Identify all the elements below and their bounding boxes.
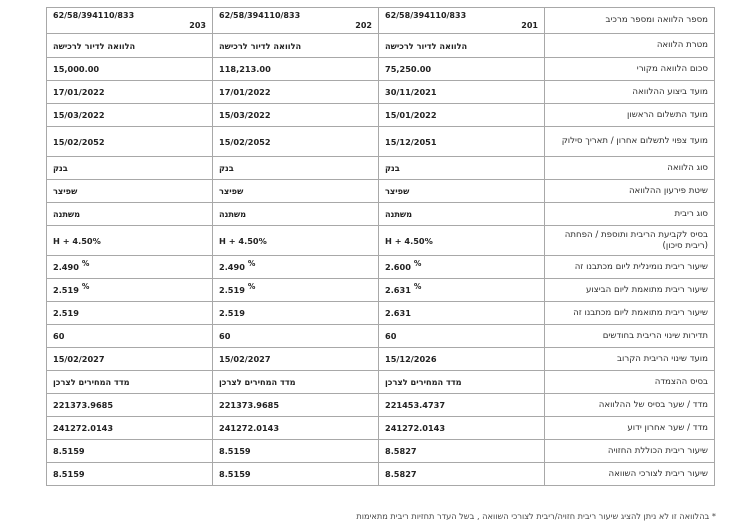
table-row-adjusted-rate-execution (47, 279, 715, 302)
table-row-base-index (47, 394, 715, 417)
table-row-adjusted-rate-today (47, 302, 715, 325)
cell-loan-3: 17/01/2022 (47, 81, 213, 104)
cell-loan-3: 15/02/2027 (47, 348, 213, 371)
cell-loan-1: 15/12/2051 (379, 127, 545, 157)
table-row-expected-total-rate (47, 440, 715, 463)
cell-loan-2: 2.490 % (213, 256, 379, 279)
table-row-loan-type (47, 157, 715, 180)
cell-loan-2: 60 (213, 325, 379, 348)
cell-loan-2: 17/01/2022 (213, 81, 379, 104)
table-row-loan-purpose (47, 34, 715, 58)
cell-loan-1: 2.600 % (379, 256, 545, 279)
cell-loan-2: 15/02/2027 (213, 348, 379, 371)
cell-loan-1: H + 4.50% (379, 226, 545, 256)
table-row-nominal-rate (47, 256, 715, 279)
cell-loan-1: מדד המחירים לצרכן (379, 371, 545, 394)
cell-loan-1: הלוואה לדיור לרכישה (379, 34, 545, 58)
cell-loan-1: 2.631 % (379, 279, 545, 302)
cell-loan-1: 8.5827 (379, 440, 545, 463)
cell-loan-3: 60 (47, 325, 213, 348)
cell-loan-2: H + 4.50% (213, 226, 379, 256)
footnote: * בהלוואה זו לא ניתן להציג שיעור ריבית חזויה/ריבית לצורכי השוואה , בשל העדר תחזיות ריבית מתאימות (356, 511, 716, 521)
table-row-repayment-method (47, 180, 715, 203)
table-row-first-payment (47, 104, 715, 127)
cell-loan-3: 62/58/394110/833 203 (47, 8, 213, 34)
row-label: מטרת הלוואה (545, 34, 715, 58)
cell-loan-2: בנק (213, 157, 379, 180)
row-label: מדד / שער אחרון ידוע (545, 417, 715, 440)
row-label: שיעור ריבית מתואמת ליום מכתבנו זה (545, 302, 715, 325)
cell-loan-2: משתנה (213, 203, 379, 226)
cell-loan-1: 15/12/2026 (379, 348, 545, 371)
cell-loan-2: 118,213.00 (213, 58, 379, 81)
cell-loan-1: 75,250.00 (379, 58, 545, 81)
cell-loan-2: 8.5159 (213, 440, 379, 463)
row-label: בסיס ההצמדה (545, 371, 715, 394)
row-label: שיטת פירעון ההלוואה (545, 180, 715, 203)
table-row-original-amount (47, 58, 715, 81)
cell-loan-1: 60 (379, 325, 545, 348)
cell-loan-3: שפיצר (47, 180, 213, 203)
cell-loan-3: 241272.0143 (47, 417, 213, 440)
table-row-comparison-rate (47, 463, 715, 486)
cell-loan-2: 62/58/394110/833 202 (213, 8, 379, 34)
row-label: מדד / שער בסיס של ההלוואה (545, 394, 715, 417)
cell-loan-3: 15/02/2052 (47, 127, 213, 157)
cell-loan-3: בנק (47, 157, 213, 180)
row-label: מועד התשלום הראשון (545, 104, 715, 127)
cell-loan-1: 8.5827 (379, 463, 545, 486)
cell-loan-2: 8.5159 (213, 463, 379, 486)
cell-loan-2: 15/03/2022 (213, 104, 379, 127)
cell-loan-1: שפיצר (379, 180, 545, 203)
cell-loan-1: בנק (379, 157, 545, 180)
loan-details-table (46, 7, 715, 486)
table-row-last-payment (47, 127, 715, 157)
row-label: סכום הלוואה מקורי (545, 58, 715, 81)
cell-loan-3: 221373.9685 (47, 394, 213, 417)
cell-loan-2: 2.519 % (213, 279, 379, 302)
cell-loan-3: משתנה (47, 203, 213, 226)
row-label: מועד ביצוע ההלוואה (545, 81, 715, 104)
cell-loan-3: 15/03/2022 (47, 104, 213, 127)
cell-loan-3: 2.519 % (47, 279, 213, 302)
row-label: מועד שינוי הריבית הקרוב (545, 348, 715, 371)
cell-loan-2: 221373.9685 (213, 394, 379, 417)
table-row-execution-date (47, 81, 715, 104)
cell-loan-3: 15,000.00 (47, 58, 213, 81)
row-label: סוג הלוואה (545, 157, 715, 180)
row-label: שיעור ריבית מתואמת ליום הביצוע (545, 279, 715, 302)
row-label: שיעור ריבית לצורכי השוואה (545, 463, 715, 486)
table-row-rate-change-frequency (47, 325, 715, 348)
row-label: סוג ריבית (545, 203, 715, 226)
row-label: מועד צפוי לתשלום אחרון / תאריך סילוק (545, 127, 715, 157)
cell-loan-3: 2.519 (47, 302, 213, 325)
cell-loan-3: 8.5159 (47, 463, 213, 486)
cell-loan-2: 2.519 (213, 302, 379, 325)
cell-loan-3: H + 4.50% (47, 226, 213, 256)
table-row-interest-basis (47, 226, 715, 256)
cell-loan-1: 241272.0143 (379, 417, 545, 440)
cell-loan-2: 241272.0143 (213, 417, 379, 440)
cell-loan-1: 30/11/2021 (379, 81, 545, 104)
cell-loan-2: 15/02/2052 (213, 127, 379, 157)
table-row-interest-type (47, 203, 715, 226)
cell-loan-2: הלוואה לדיור לרכישה (213, 34, 379, 58)
cell-loan-1: 15/01/2022 (379, 104, 545, 127)
row-label: מספר הלוואה ומספר מרכיב (545, 8, 715, 34)
row-label: תדירות שינוי הריבית בחודשים (545, 325, 715, 348)
cell-loan-1: 62/58/394110/833 201 (379, 8, 545, 34)
row-label: בסיס לקביעת הריבית ותוספת / הפחתה (ריבית סיכון) (545, 226, 715, 256)
row-label: שיעור ריבית נומינלית ליום מכתבנו זה (545, 256, 715, 279)
table-row-next-rate-change (47, 348, 715, 371)
cell-loan-1: משתנה (379, 203, 545, 226)
cell-loan-3: 8.5159 (47, 440, 213, 463)
table-row-loan-number (47, 8, 715, 34)
cell-loan-3: הלוואה לדיור לרכישה (47, 34, 213, 58)
table-row-indexation-basis (47, 371, 715, 394)
table-row-last-known-index (47, 417, 715, 440)
row-label: שיעור ריבית הכוללת החזויה (545, 440, 715, 463)
cell-loan-2: שפיצר (213, 180, 379, 203)
cell-loan-2: מדד המחירים לצרכן (213, 371, 379, 394)
cell-loan-3: 2.490 % (47, 256, 213, 279)
cell-loan-1: 221453.4737 (379, 394, 545, 417)
cell-loan-1: 2.631 (379, 302, 545, 325)
cell-loan-3: מדד המחירים לצרכן (47, 371, 213, 394)
